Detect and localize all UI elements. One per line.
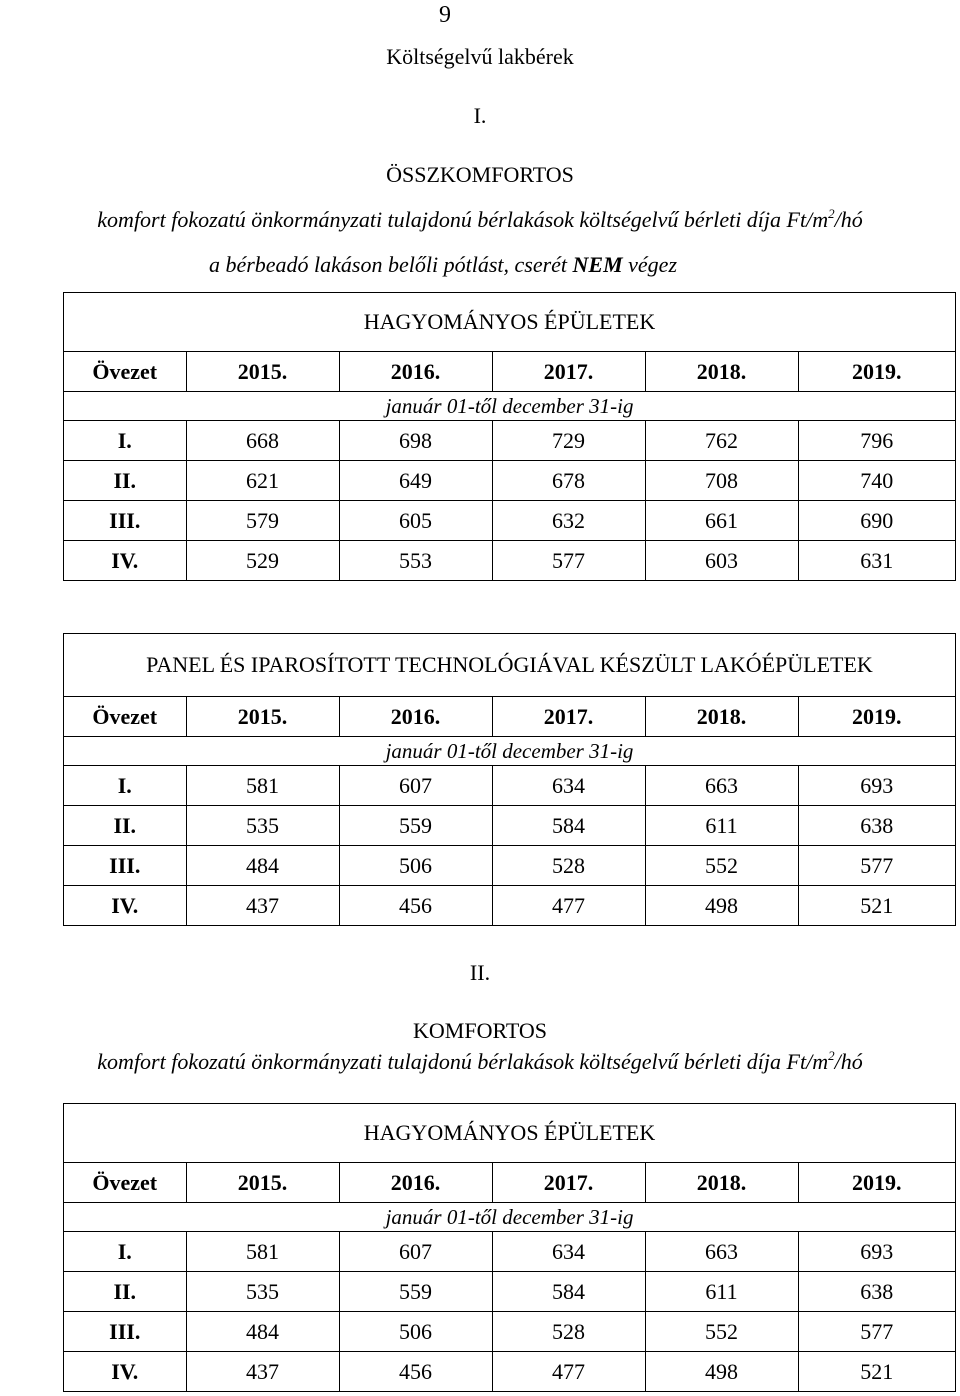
value-cell: 678 [492, 461, 645, 501]
section-1-name: ÖSSZKOMFORTOS [386, 162, 574, 187]
value-cell: 559 [339, 806, 492, 846]
value-cell: 581 [186, 1232, 339, 1272]
section-2-roman: II. [469, 960, 491, 985]
section-1-note-bold: NEM [572, 252, 623, 277]
value-cell: 535 [186, 1272, 339, 1312]
zone-cell: IV. [64, 541, 186, 581]
table-row [64, 806, 955, 846]
value-cell: 552 [645, 1312, 798, 1352]
table-row [64, 1312, 955, 1352]
zone-cell: IV. [64, 886, 186, 926]
section-1-roman: I. [473, 103, 487, 128]
section-1-note-post: végez [622, 252, 678, 277]
value-cell: 437 [186, 886, 339, 926]
table-title: HAGYOMÁNYOS ÉPÜLETEK [363, 1120, 656, 1145]
value-cell: 577 [798, 1312, 955, 1352]
value-cell: 649 [339, 461, 492, 501]
value-cell: 529 [186, 541, 339, 581]
value-cell: 611 [645, 806, 798, 846]
table-title: PANEL ÉS IPAROSÍTOTT TECHNOLÓGIÁVAL KÉSZÜLT LAKÓÉPÜLETEK [146, 652, 873, 677]
value-cell: 553 [339, 541, 492, 581]
table-row [64, 766, 955, 806]
zone-cell: III. [64, 846, 186, 886]
value-cell: 456 [339, 886, 492, 926]
column-header-zone: Övezet [64, 1163, 186, 1203]
section-2-subtitle [0, 1049, 960, 1075]
column-header-year: 2017. [492, 1163, 645, 1203]
value-cell: 528 [492, 1312, 645, 1352]
value-cell: 484 [186, 846, 339, 886]
value-cell: 621 [186, 461, 339, 501]
zone-cell: I. [64, 421, 186, 461]
zone-cell: III. [64, 1312, 186, 1352]
value-cell: 663 [645, 766, 798, 806]
table-row [64, 421, 955, 461]
column-header-year: 2019. [798, 1163, 955, 1203]
value-cell: 521 [798, 886, 955, 926]
value-cell: 437 [186, 1352, 339, 1392]
value-cell: 579 [186, 501, 339, 541]
value-cell: 708 [645, 461, 798, 501]
value-cell: 638 [798, 806, 955, 846]
column-header-zone: Övezet [64, 697, 186, 737]
rent-table-2-grid [64, 634, 955, 925]
column-header-zone: Övezet [64, 352, 186, 392]
value-cell: 762 [645, 421, 798, 461]
zone-cell: IV. [64, 1352, 186, 1392]
section-2-subtitle-text: komfort fokozatú önkormányzati tulajdonú bérlakások költségelvű bérleti díja Ft/m [97, 1049, 829, 1074]
value-cell: 603 [645, 541, 798, 581]
section-1-note [0, 252, 886, 278]
table-title: HAGYOMÁNYOS ÉPÜLETEK [363, 309, 656, 334]
page-number: 9 [439, 2, 451, 28]
value-cell: 740 [798, 461, 955, 501]
value-cell: 535 [186, 806, 339, 846]
column-header-year: 2018. [645, 352, 798, 392]
column-header-year: 2016. [339, 352, 492, 392]
table-row [64, 1352, 955, 1392]
zone-cell: II. [64, 1272, 186, 1312]
value-cell: 632 [492, 501, 645, 541]
table-row [64, 886, 955, 926]
period-label: január 01-től december 31-ig [64, 392, 955, 421]
value-cell: 498 [645, 886, 798, 926]
value-cell: 477 [492, 886, 645, 926]
value-cell: 605 [339, 501, 492, 541]
rent-table-3 [63, 1103, 956, 1392]
column-header-year: 2018. [645, 1163, 798, 1203]
value-cell: 584 [492, 1272, 645, 1312]
rent-table-3-grid [64, 1104, 955, 1391]
value-cell: 663 [645, 1232, 798, 1272]
value-cell: 693 [798, 766, 955, 806]
zone-cell: I. [64, 1232, 186, 1272]
zone-cell: II. [64, 461, 186, 501]
value-cell: 661 [645, 501, 798, 541]
section-2-subtitle-unit: /hó [834, 1049, 863, 1074]
section-2-name: KOMFORTOS [413, 1018, 547, 1043]
value-cell: 581 [186, 766, 339, 806]
value-cell: 584 [492, 806, 645, 846]
value-cell: 638 [798, 1272, 955, 1312]
period-label: január 01-től december 31-ig [64, 1203, 955, 1232]
value-cell: 506 [339, 1312, 492, 1352]
zone-cell: II. [64, 806, 186, 846]
document-title: Költségelvű lakbérek [386, 44, 574, 69]
column-header-year: 2019. [798, 697, 955, 737]
value-cell: 796 [798, 421, 955, 461]
table-row [64, 1272, 955, 1312]
column-header-year: 2015. [186, 1163, 339, 1203]
column-header-year: 2016. [339, 697, 492, 737]
table-row [64, 541, 955, 581]
column-header-year: 2015. [186, 697, 339, 737]
column-header-year: 2018. [645, 697, 798, 737]
value-cell: 484 [186, 1312, 339, 1352]
column-header-year: 2019. [798, 352, 955, 392]
value-cell: 693 [798, 1232, 955, 1272]
section-1-subtitle-text: komfort fokozatú önkormányzati tulajdonú bérlakások költségelvű bérleti díja Ft/m [97, 207, 829, 232]
value-cell: 577 [492, 541, 645, 581]
value-cell: 521 [798, 1352, 955, 1392]
section-1-subtitle-sup: 2 [828, 206, 835, 221]
section-1-note-pre: a bérbeadó lakáson belőli pótlást, cserét [208, 252, 573, 277]
column-header-year: 2017. [492, 352, 645, 392]
column-header-year: 2017. [492, 697, 645, 737]
table-row [64, 501, 955, 541]
value-cell: 607 [339, 766, 492, 806]
rent-table-1-grid [64, 293, 955, 580]
value-cell: 729 [492, 421, 645, 461]
value-cell: 611 [645, 1272, 798, 1312]
value-cell: 634 [492, 766, 645, 806]
value-cell: 456 [339, 1352, 492, 1392]
value-cell: 552 [645, 846, 798, 886]
table-row [64, 1232, 955, 1272]
section-2-subtitle-sup: 2 [828, 1048, 835, 1063]
value-cell: 668 [186, 421, 339, 461]
rent-table-2 [63, 633, 956, 926]
column-header-year: 2016. [339, 1163, 492, 1203]
value-cell: 559 [339, 1272, 492, 1312]
value-cell: 477 [492, 1352, 645, 1392]
value-cell: 498 [645, 1352, 798, 1392]
zone-cell: I. [64, 766, 186, 806]
value-cell: 698 [339, 421, 492, 461]
value-cell: 577 [798, 846, 955, 886]
zone-cell: III. [64, 501, 186, 541]
table-row [64, 846, 955, 886]
period-label: január 01-től december 31-ig [64, 737, 955, 766]
rent-table-1 [63, 292, 956, 581]
section-1-subtitle-unit: /hó [834, 207, 863, 232]
value-cell: 528 [492, 846, 645, 886]
value-cell: 607 [339, 1232, 492, 1272]
value-cell: 631 [798, 541, 955, 581]
table-row [64, 461, 955, 501]
value-cell: 506 [339, 846, 492, 886]
value-cell: 634 [492, 1232, 645, 1272]
section-1-subtitle [0, 207, 960, 233]
value-cell: 690 [798, 501, 955, 541]
column-header-year: 2015. [186, 352, 339, 392]
